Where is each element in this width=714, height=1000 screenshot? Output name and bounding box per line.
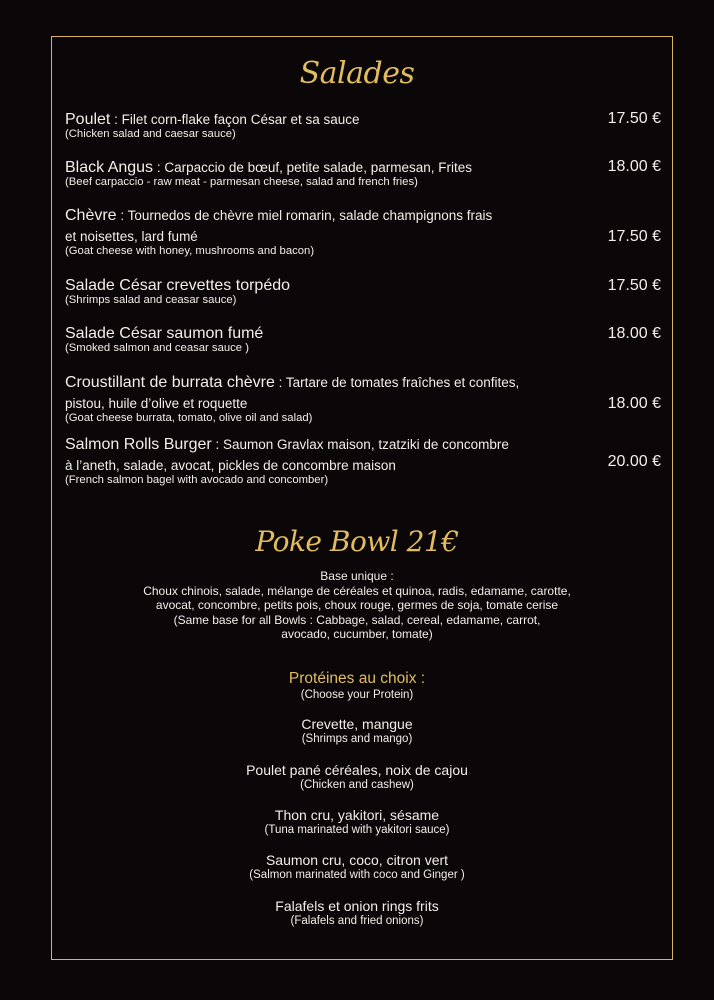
item-line (65, 325, 661, 342)
section-title-poke-bowl: Poke Bowl 21€ (255, 525, 459, 558)
item-description-cont: à l’aneth, salade, avocat, pickles de concombre maison (65, 458, 396, 473)
item-english: (Beef carpaccio - raw meat - parmesan cheese, salad and french fries) (65, 176, 418, 188)
item-description-cont: et noisettes, lard fumé (65, 229, 198, 244)
item-line (65, 277, 661, 294)
protein-name: Falafels et onion rings frits (275, 898, 439, 914)
item-price: 18.00 € (607, 395, 661, 412)
base-line: Choux chinois, salade, mélange de céréales et quinoa, radis, edamame, carotte, (143, 583, 571, 598)
item-description: Tartare de tomates fraîches et confites, (285, 375, 520, 390)
item-description: Carpaccio de bœuf, petite salade, parmesan, Frites (164, 160, 472, 175)
item-price: 20.00 € (607, 453, 661, 470)
salad-item (65, 111, 661, 141)
item-separator: : (116, 208, 128, 223)
protein-option (0, 716, 714, 746)
poke-base (0, 569, 714, 642)
item-price: 18.00 € (607, 158, 661, 175)
protein-option (0, 852, 714, 882)
item-separator: : (153, 160, 165, 175)
item-description: Saumon Gravlax maison, tzatziki de concombre (223, 437, 509, 452)
item-name: Croustillant de burrata chèvre (65, 374, 275, 391)
salad-item (65, 436, 661, 487)
base-label: Base unique : (320, 569, 394, 583)
protein-english: (Falafels and fried onions) (290, 915, 424, 927)
item-english: (French salmon bagel with avocado and concomber) (65, 474, 329, 486)
proteins-label: Protéines au choix : (288, 670, 426, 687)
item-name: Salade César crevettes torpédo (65, 277, 291, 294)
item-price: 17.50 € (607, 228, 661, 245)
item-line (65, 207, 661, 224)
protein-name: Thon cru, yakitori, sésame (274, 807, 440, 823)
item-price: 17.50 € (607, 277, 661, 294)
base-line: avocat, concombre, petits pois, choux rouge, germes de soja, tomate cerise (155, 598, 559, 612)
item-line (65, 374, 661, 391)
item-name: Black Angus (65, 159, 154, 176)
protein-option (0, 807, 714, 837)
salad-item (65, 207, 661, 258)
protein-name: Saumon cru, coco, citron vert (265, 852, 449, 868)
proteins-sub: (Choose your Protein) (300, 689, 414, 701)
protein-english: (Chicken and cashew) (300, 779, 414, 791)
item-description-cont: pistou, huile d’olive et roquette (65, 396, 248, 411)
item-english: (Chicken salad and caesar sauce) (65, 128, 236, 140)
item-english: (Goat cheese burrata, tomato, olive oil and salad) (65, 412, 313, 424)
item-english: (Smoked salmon and ceasar sauce ) (65, 342, 249, 354)
item-price: 18.00 € (607, 325, 661, 342)
protein-name: Crevette, mangue (301, 716, 413, 732)
protein-option (0, 762, 714, 792)
item-separator: : (110, 112, 122, 127)
item-english: (Shrimps salad and ceasar sauce) (65, 294, 237, 306)
item-name: Salade César saumon fumé (65, 325, 264, 342)
item-name: Poulet (65, 111, 111, 128)
item-price: 17.50 € (607, 110, 661, 127)
protein-english: (Shrimps and mango) (301, 733, 413, 745)
salad-item (65, 159, 661, 189)
base-line: avocado, cucumber, tomate) (281, 627, 433, 641)
item-description: Filet corn-flake façon César et sa sauce (121, 112, 360, 127)
proteins-header (0, 670, 714, 702)
base-line: (Same base for all Bowls : Cabbage, salad, cereal, edamame, carrot, (173, 612, 541, 627)
section-title-salades: Salades (299, 56, 415, 91)
item-line (65, 111, 661, 128)
item-separator: : (211, 437, 223, 452)
item-line (65, 436, 661, 453)
salad-item (65, 374, 661, 425)
protein-option (0, 898, 714, 928)
item-english: (Goat cheese with honey, mushrooms and bacon) (65, 245, 315, 257)
salad-item (65, 277, 661, 307)
salad-item (65, 325, 661, 355)
protein-english: (Salmon marinated with coco and Ginger ) (249, 869, 465, 881)
item-line (65, 159, 661, 176)
item-description: Tournedos de chèvre miel romarin, salade champignons frais (127, 208, 493, 223)
item-name: Salmon Rolls Burger (65, 436, 212, 453)
protein-name: Poulet pané céréales, noix de cajou (246, 762, 468, 778)
protein-english: (Tuna marinated with yakitori sauce) (264, 824, 450, 836)
item-separator: : (274, 375, 286, 390)
item-name: Chèvre (65, 207, 117, 224)
